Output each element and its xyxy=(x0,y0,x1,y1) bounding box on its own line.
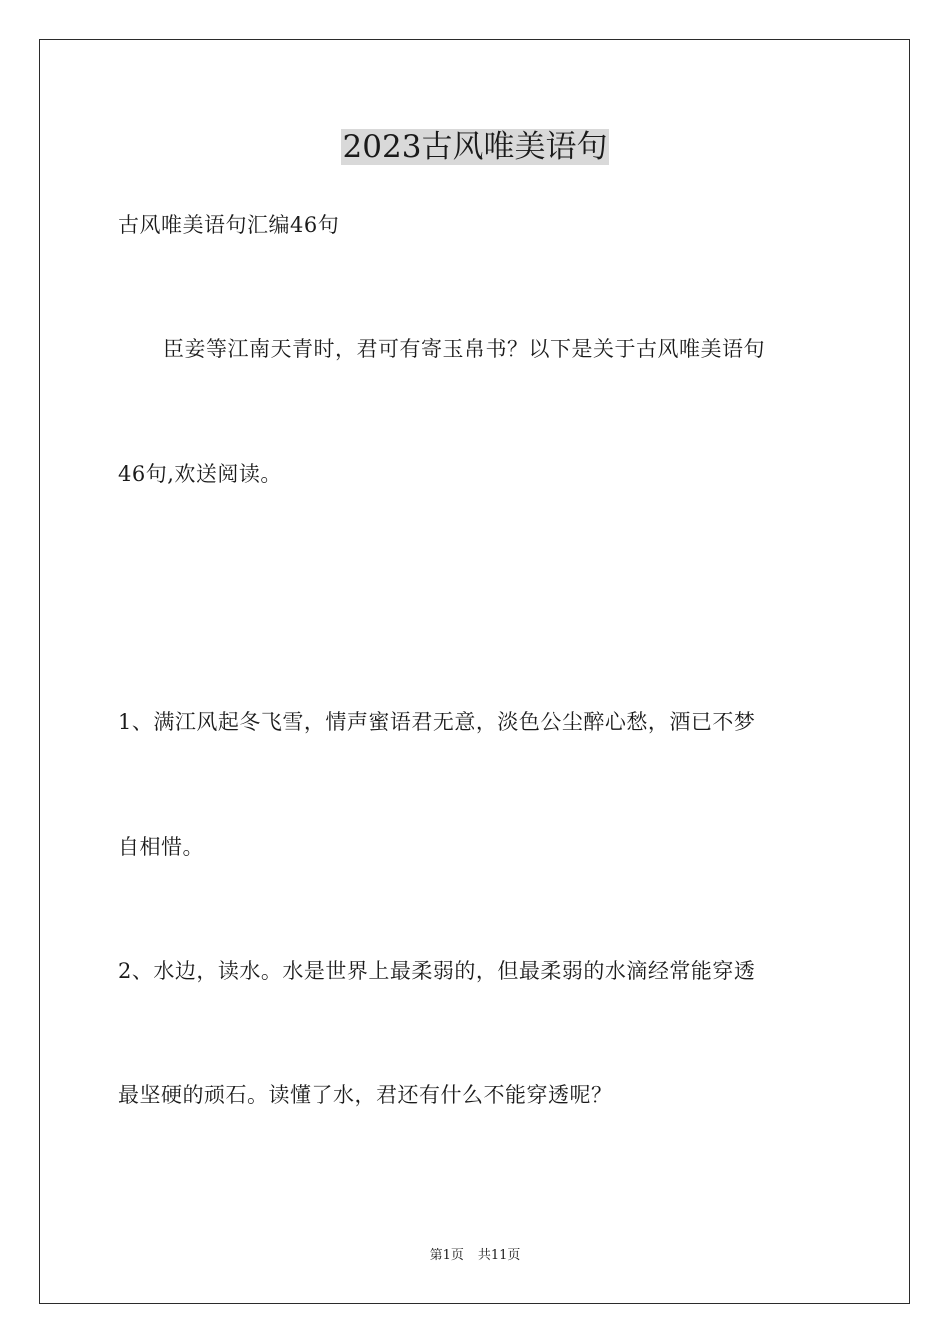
document-title xyxy=(0,125,950,169)
item-1-line-1: 1、满江风起冬飞雪，情声蜜语君无意，淡色公尘醉心愁，酒已不梦 xyxy=(118,710,756,734)
page-number-total: 共11页 xyxy=(477,1248,521,1263)
document-title-text: 2023古风唯美语句 xyxy=(342,129,608,165)
intro-paragraph-line-2: 46句,欢送阅读。 xyxy=(118,462,282,486)
page-footer xyxy=(0,1247,950,1265)
intro-paragraph-line-1: 臣妾等江南天青时，君可有寄玉帛书？以下是关于古风唯美语句 xyxy=(163,337,765,361)
item-2-line-2: 最坚硬的顽石。读懂了水，君还有什么不能穿透呢？ xyxy=(118,1083,613,1107)
item-1-line-2: 自相惜。 xyxy=(118,835,204,859)
document-subtitle: 古风唯美语句汇编46句 xyxy=(118,213,340,237)
item-2-line-1: 2、水边，读水。水是世界上最柔弱的，但最柔弱的水滴经常能穿透 xyxy=(118,959,756,983)
page-number-current: 第1页 xyxy=(429,1248,464,1263)
